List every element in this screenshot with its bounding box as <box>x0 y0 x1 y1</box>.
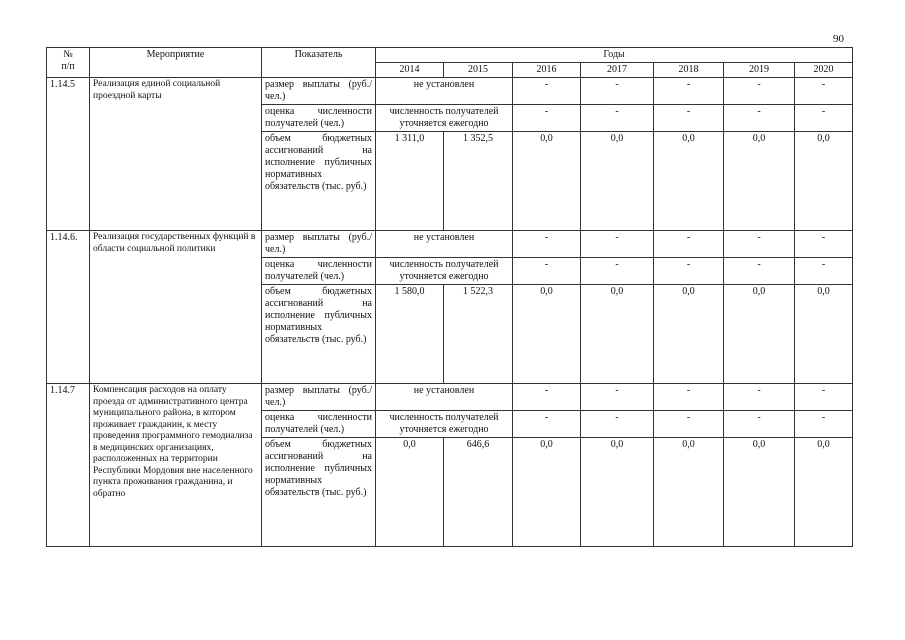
value-cell: - <box>513 105 581 132</box>
value-cell: 0,0 <box>581 132 654 231</box>
indicator-name: оценка численности получателей (чел.) <box>262 258 376 285</box>
event-name: Реализация государственных функций в области социальной политики <box>90 231 262 384</box>
value-cell: 0,0 <box>513 438 581 547</box>
value-cell: 1 522,3 <box>444 285 513 384</box>
value-cell: 0,0 <box>724 132 795 231</box>
value-cell: 1 352,5 <box>444 132 513 231</box>
value-cell: - <box>654 231 724 258</box>
value-cell: 646,6 <box>444 438 513 547</box>
value-cell: - <box>795 258 853 285</box>
merged-value: численность получателей уточняется ежегодно <box>376 105 513 132</box>
value-cell: - <box>795 384 853 411</box>
merged-value: не установлен <box>376 78 513 105</box>
header-year: 2017 <box>581 63 654 78</box>
value-cell: - <box>795 231 853 258</box>
header-year: 2019 <box>724 63 795 78</box>
value-cell: 0,0 <box>724 438 795 547</box>
value-cell: 0,0 <box>513 285 581 384</box>
value-cell: - <box>581 411 654 438</box>
header-event: Мероприятие <box>90 48 262 78</box>
value-cell: 1 311,0 <box>376 132 444 231</box>
value-cell: 0,0 <box>581 285 654 384</box>
header-year: 2016 <box>513 63 581 78</box>
value-cell: - <box>581 231 654 258</box>
value-cell: - <box>513 258 581 285</box>
merged-value: не установлен <box>376 231 513 258</box>
value-cell: - <box>513 78 581 105</box>
header-year: 2014 <box>376 63 444 78</box>
value-cell: - <box>724 105 795 132</box>
indicator-name: объем бюджетных ассигнований на исполнение публичных нормативных обязательств (тыс. руб.) <box>262 132 376 231</box>
value-cell: - <box>513 231 581 258</box>
event-name: Компенсация расходов на оплату проезда от административного центра муниципального района, в котором проживает гражданин, к месту проведения программного гемодиализа в медицинских организациях, расположенных на территории Республики Мордовия вне населенного пункта проживания гражданина, и обратно <box>90 384 262 547</box>
indicator-name: размер выплаты (руб./ чел.) <box>262 78 376 105</box>
value-cell: - <box>795 411 853 438</box>
value-cell: 0,0 <box>581 438 654 547</box>
value-cell: 0,0 <box>724 285 795 384</box>
header-year: 2018 <box>654 63 724 78</box>
value-cell: - <box>581 384 654 411</box>
value-cell: 0,0 <box>795 132 853 231</box>
indicator-name: объем бюджетных ассигнований на исполнение публичных нормативных обязательств (тыс. руб.) <box>262 438 376 547</box>
value-cell: - <box>724 258 795 285</box>
row-number: 1.14.7 <box>47 384 90 547</box>
value-cell: - <box>581 78 654 105</box>
merged-value: численность получателей уточняется ежегодно <box>376 258 513 285</box>
header-indicator: Показатель <box>262 48 376 78</box>
page-number: 90 <box>833 33 844 45</box>
table-row <box>47 384 853 411</box>
event-name: Реализация единой социальной проездной карты <box>90 78 262 231</box>
row-number: 1.14.6. <box>47 231 90 384</box>
header-num: № п/п <box>47 48 90 78</box>
value-cell: - <box>654 105 724 132</box>
value-cell: - <box>654 411 724 438</box>
header-year: 2020 <box>795 63 853 78</box>
value-cell: - <box>724 411 795 438</box>
value-cell: - <box>654 258 724 285</box>
value-cell: - <box>724 384 795 411</box>
header-years: Годы <box>376 48 853 63</box>
indicator-name: размер выплаты (руб./ чел.) <box>262 231 376 258</box>
indicator-name: оценка численности получателей (чел.) <box>262 105 376 132</box>
value-cell: 0,0 <box>795 285 853 384</box>
merged-value: численность получателей уточняется ежегодно <box>376 411 513 438</box>
value-cell: - <box>795 105 853 132</box>
table-row <box>47 231 853 258</box>
value-cell: 0,0 <box>795 438 853 547</box>
value-cell: - <box>724 231 795 258</box>
value-cell: 0,0 <box>654 132 724 231</box>
value-cell: 0,0 <box>513 132 581 231</box>
row-number: 1.14.5 <box>47 78 90 231</box>
table-row <box>47 78 853 105</box>
indicator-name: размер выплаты (руб./ чел.) <box>262 384 376 411</box>
value-cell: 0,0 <box>654 285 724 384</box>
header-year: 2015 <box>444 63 513 78</box>
value-cell: - <box>654 384 724 411</box>
value-cell: - <box>513 411 581 438</box>
value-cell: 0,0 <box>654 438 724 547</box>
merged-value: не установлен <box>376 384 513 411</box>
value-cell: 0,0 <box>376 438 444 547</box>
indicator-name: объем бюджетных ассигнований на исполнение публичных нормативных обязательств (тыс. руб.) <box>262 285 376 384</box>
value-cell: - <box>724 78 795 105</box>
value-cell: - <box>654 78 724 105</box>
value-cell: - <box>513 384 581 411</box>
value-cell: - <box>581 105 654 132</box>
measures-table <box>46 47 853 547</box>
indicator-name: оценка численности получателей (чел.) <box>262 411 376 438</box>
value-cell: - <box>581 258 654 285</box>
value-cell: 1 580,0 <box>376 285 444 384</box>
value-cell: - <box>795 78 853 105</box>
